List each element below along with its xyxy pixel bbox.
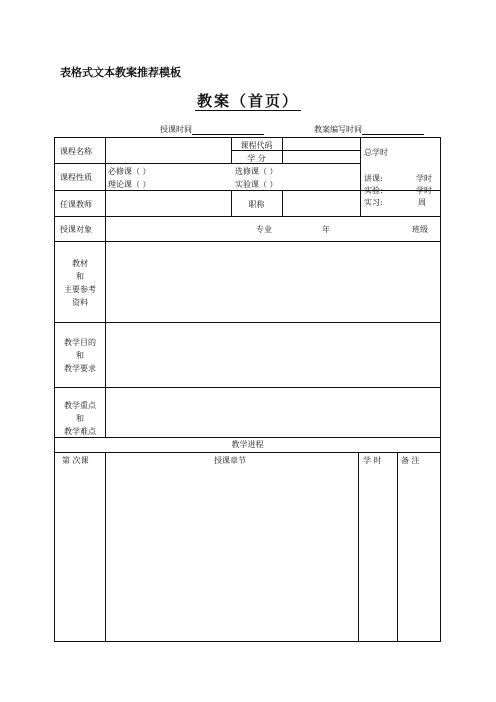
plan-time-field[interactable] bbox=[362, 125, 424, 135]
keypoints-line-1: 教学重点 bbox=[64, 401, 96, 410]
year-label: 年 bbox=[322, 225, 330, 234]
experiment-label: 实验: bbox=[364, 186, 383, 195]
job-title-field[interactable] bbox=[283, 191, 359, 215]
chapter-header: 授课章节 bbox=[214, 456, 246, 465]
materials-line-1: 教材 bbox=[72, 259, 88, 268]
goals-line-2: 和 bbox=[76, 351, 84, 360]
experiment-unit: 学时 bbox=[416, 186, 432, 195]
materials-field[interactable] bbox=[106, 242, 439, 321]
document-title: 表格式文本教案推荐模板 bbox=[60, 66, 181, 79]
keypoints-field[interactable] bbox=[106, 388, 439, 436]
hours-header: 学 时 bbox=[363, 456, 382, 465]
materials-line-3: 主要参考 bbox=[64, 285, 96, 294]
elective-checkbox[interactable]: 选修课（ ） bbox=[235, 167, 278, 176]
practice-unit: 周 bbox=[418, 198, 426, 207]
course-code-label: 课程代码 bbox=[240, 141, 273, 150]
hours-field[interactable] bbox=[359, 468, 396, 640]
total-hours-label: 总学时 bbox=[364, 148, 388, 157]
goals-label bbox=[55, 336, 105, 375]
teacher-field[interactable] bbox=[106, 191, 230, 215]
teach-time-label: 授课时间 bbox=[160, 125, 192, 134]
goals-line-3: 教学要求 bbox=[64, 364, 96, 373]
keypoints-line-3: 教学难点 bbox=[64, 427, 96, 436]
notes-field[interactable] bbox=[398, 468, 439, 640]
job-title-label: 职称 bbox=[248, 200, 265, 209]
major-label: 专业 bbox=[256, 225, 272, 234]
keypoints-label bbox=[55, 399, 105, 438]
theory-checkbox[interactable]: 理论课（ ） bbox=[108, 180, 151, 189]
required-checkbox[interactable]: 必修课（ ） bbox=[108, 167, 151, 176]
teacher-label: 任课教师 bbox=[60, 200, 92, 209]
goals-line-1: 教学目的 bbox=[64, 338, 96, 347]
chapter-field[interactable] bbox=[106, 468, 357, 640]
course-name-field[interactable] bbox=[106, 138, 230, 162]
page-title bbox=[0, 90, 496, 111]
practice-label: 实习: bbox=[364, 198, 383, 207]
plan-time-row bbox=[314, 124, 424, 135]
materials-line-2: 和 bbox=[76, 272, 84, 281]
materials-line-4: 资料 bbox=[72, 298, 88, 307]
goals-field[interactable] bbox=[106, 323, 439, 386]
lecture-unit: 学时 bbox=[416, 174, 432, 183]
teach-time-field[interactable] bbox=[192, 125, 264, 135]
session-label: 第 次课 bbox=[62, 456, 89, 465]
course-type-label: 课程性质 bbox=[60, 173, 92, 182]
credits-label: 学 分 bbox=[247, 154, 266, 163]
progress-header: 教学进程 bbox=[231, 440, 264, 449]
keypoints-line-2: 和 bbox=[76, 414, 84, 423]
audience-label: 授课对象 bbox=[60, 225, 92, 234]
page-title-text: 教案（首页） bbox=[196, 92, 299, 110]
plan-time-label: 教案编写时间 bbox=[314, 125, 362, 134]
lecture-label: 讲课: bbox=[364, 174, 383, 183]
materials-label bbox=[55, 257, 105, 309]
class-label: 班级 bbox=[412, 225, 428, 234]
credits-field[interactable] bbox=[283, 151, 359, 162]
notes-header: 备 注 bbox=[401, 456, 420, 465]
course-name-label: 课程名称 bbox=[60, 147, 92, 156]
course-code-field[interactable] bbox=[283, 138, 359, 149]
teach-time-row bbox=[160, 124, 264, 135]
lab-course-checkbox[interactable]: 实验课（ ） bbox=[235, 180, 278, 189]
